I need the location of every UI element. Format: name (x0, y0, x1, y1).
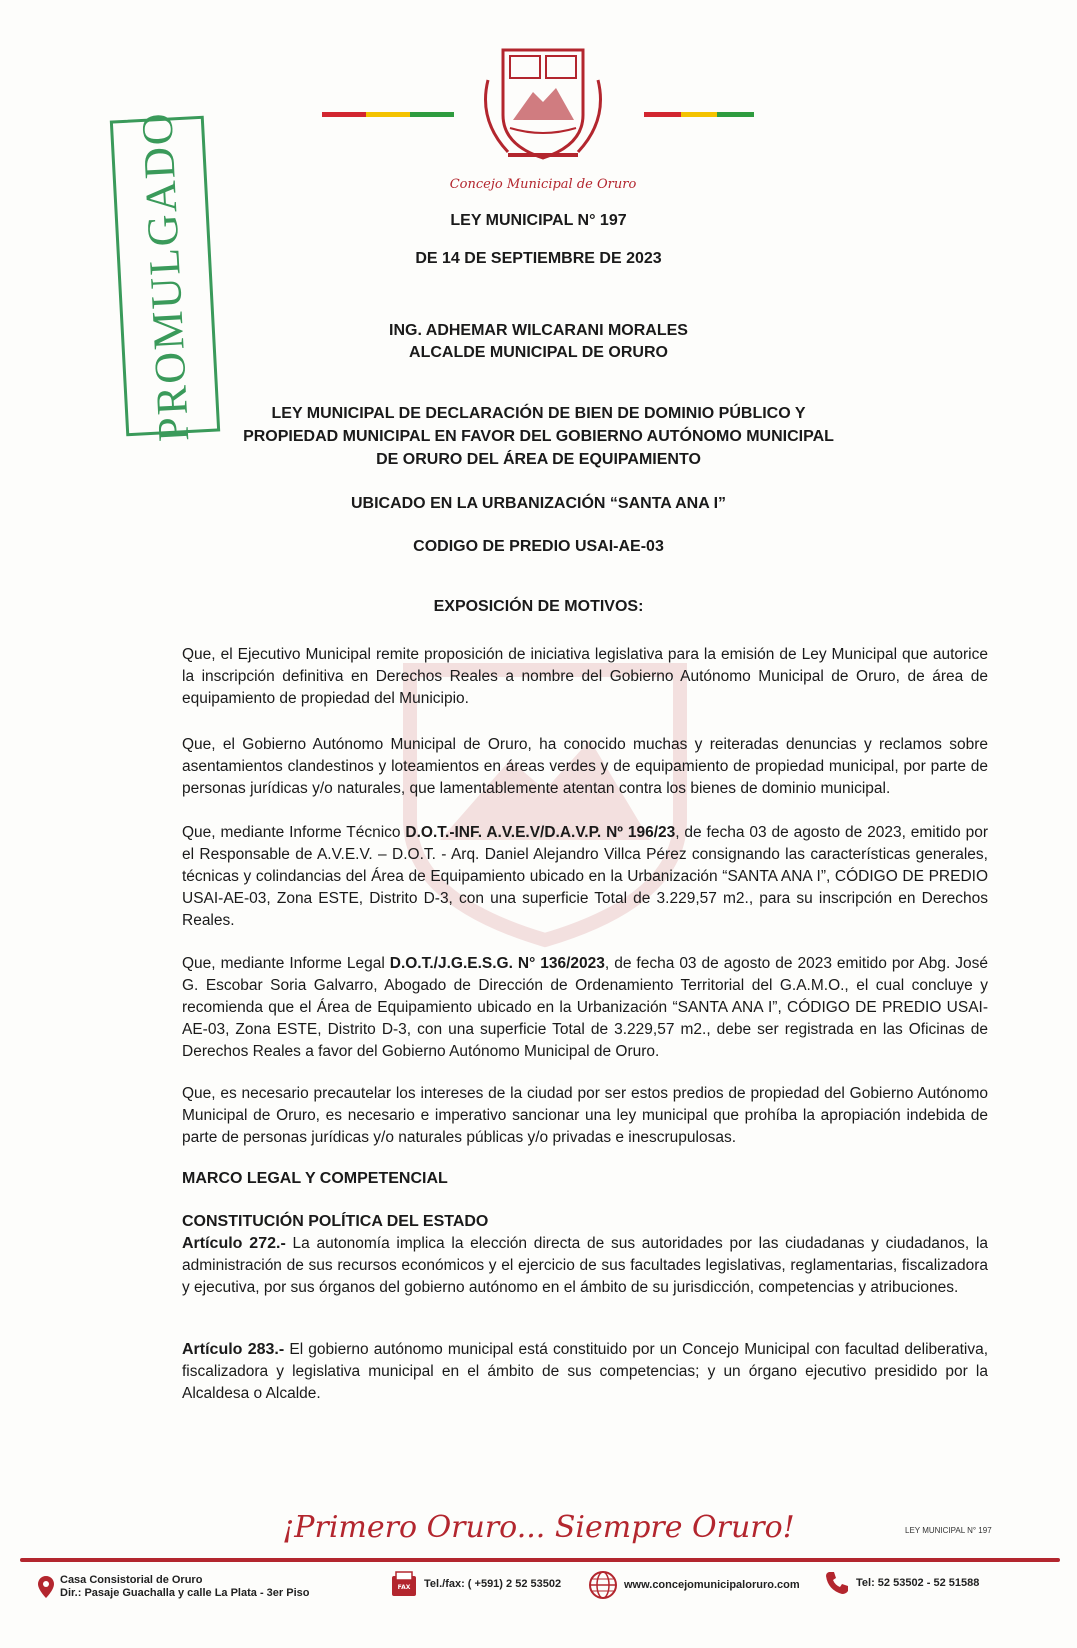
paragraph-5 (182, 1083, 988, 1149)
signer-name: ING. ADHEMAR WILCARANI MORALES (389, 322, 688, 339)
footer-divider (20, 1558, 1060, 1562)
footer-contact (30, 1566, 1060, 1616)
stamp-text: PROMULGADO (131, 109, 199, 443)
paragraph-4-rest: , de fecha 03 de agosto de 2023 emitido por Abg. José G. Escobar Soria Galvarro, Abogado de Dirección de Ordenamiento Territorial del G.A.M.O., el cual concluye y recomienda que el Área de Equipamiento ubicado en la Urbanización “SANTA ANA I”, CÓDIGO DE PREDIO USAI-AE-03, Zona ESTE, Distrito D-3, con una superficie Total de 3.229,57 m2., debe ser registrada en las Oficinas de Derechos Reales a favor del Gobierno Autónomo Municipal de Oruro. (182, 955, 988, 1060)
law-title-line-1: LEY MUNICIPAL DE DECLARACIÓN DE BIEN DE DOMINIO PÚBLICO Y (271, 405, 806, 422)
article-272-label: Artículo 272.- (182, 1235, 286, 1252)
phone-icon (824, 1570, 850, 1596)
article-283 (182, 1339, 988, 1405)
fax-icon (390, 1570, 418, 1598)
paragraph-5-text: Que, es necesario precautelar los intereses de la ciudad por ser estos predios de propiedad del Gobierno Autónomo Municipal de Oruro, es necesario e imperativo sancionar una ley municipal que prohíba la apropiación indebida de parte de personas jurídicas y/o naturales públicas y/o privadas e inescrupulosas. (182, 1085, 988, 1146)
telfax-text: Tel./fax: ( +591) 2 52 53502 (424, 1578, 562, 1590)
law-date: DE 14 DE SEPTIEMBRE DE 2023 (415, 250, 662, 267)
informe-legal-ref: D.O.T./J.G.E.S.G. N° 136/2023 (389, 955, 605, 972)
paragraph-4 (182, 953, 988, 1063)
location-pin-icon (38, 1576, 54, 1598)
marco-legal-heading: MARCO LEGAL Y COMPETENCIAL (182, 1170, 448, 1187)
cpe-heading: CONSTITUCIÓN POLÍTICA DEL ESTADO (182, 1213, 489, 1230)
svg-text:FAX: FAX (397, 1584, 411, 1591)
paragraph-4-intro: Que, mediante Informe Legal (182, 955, 390, 972)
flag-bar-right (644, 112, 754, 117)
footer-address (38, 1574, 309, 1600)
footer-telfax (390, 1570, 561, 1598)
predio-code: CODIGO DE PREDIO USAI-AE-03 (413, 538, 664, 555)
globe-icon (588, 1570, 618, 1600)
exposicion-heading: EXPOSICIÓN DE MOTIVOS: (433, 598, 644, 615)
informe-tecnico-ref: D.O.T.-INF. A.V.E.V/D.A.V.P. Nº 196/23 (405, 824, 676, 841)
paragraph-2 (182, 734, 988, 800)
phones-text: Tel: 52 53502 - 52 51588 (856, 1577, 980, 1589)
footer-phones (824, 1570, 979, 1596)
paragraph-1-text: Que, el Ejecutivo Municipal remite proposición de iniciativa legislativa para la emisión de Ley Municipal que autorice la inscripción definitiva en Derechos Reales a nombre del Gobierno Autónomo Municipal de Oruro, de área de equipamiento de propiedad del Municipio. (182, 646, 988, 707)
law-title (0, 402, 1077, 471)
location-line: UBICADO EN LA URBANIZACIÓN “SANTA ANA I” (350, 495, 727, 512)
address-line-2: Dir.: Pasaje Guachalla y calle La Plata - 3er Piso (60, 1587, 310, 1599)
signer-title: ALCALDE MUNICIPAL DE ORURO (409, 344, 668, 361)
paragraph-2-text: Que, el Gobierno Autónomo Municipal de Oruro, ha conocido muchas y reiteradas denuncias y reclamos sobre asentamientos clandestinos y loteamientos en áreas verdes y de equipamiento de propiedad municipal, por parte de personas jurídicas y/o naturales, que lamentablemente atentan contra los bienes de dominio municipal. (182, 736, 988, 797)
law-title-line-3: DE ORURO DEL ÁREA DE EQUIPAMIENTO (376, 451, 701, 468)
law-number: LEY MUNICIPAL N° 197 (450, 212, 627, 229)
footer-slogan: ¡Primero Oruro... Siempre Oruro! (282, 1510, 795, 1545)
crest-caption: Concejo Municipal de Oruro (449, 177, 637, 192)
law-title-line-2: PROPIEDAD MUNICIPAL EN FAVOR DEL GOBIERNO AUTÓNOMO MUNICIPAL (243, 428, 834, 445)
article-283-text: El gobierno autónomo municipal está constituido por un Concejo Municipal con facultad deliberativa, fiscalizadora y legislativa municipal en el ámbito de sus competencias; y un órgano ejecutivo presidido por la Alcaldesa o Alcalde. (182, 1341, 989, 1402)
paragraph-3-rest: , de fecha 03 de agosto de 2023, emitido por el Responsable de A.V.E.V. – D.O.T. - Arq. Daniel Alejandro Villca Pérez consignando las características generales, técnicas y colindancias del Área de Equipamiento ubicado en la Urbanización “SANTA ANA I”, CÓDIGO DE PREDIO USAI-AE-03, Zona ESTE, Distrito D-3, con una superficie Total de 3.229,57 m2., para su inscripción en Derechos Reales. (182, 824, 989, 929)
article-272 (182, 1233, 988, 1299)
address-line-1: Casa Consistorial de Oruro (60, 1574, 203, 1586)
footer-page-ref: LEY MUNICIPAL N° 197 (905, 1526, 992, 1535)
promulgado-stamp (110, 109, 220, 443)
article-283-label: Artículo 283.- (182, 1341, 285, 1358)
paragraph-3 (182, 822, 988, 932)
paragraph-3-intro: Que, mediante Informe Técnico (182, 824, 406, 841)
municipal-crest-logo (448, 40, 638, 200)
flag-bar-left (322, 112, 454, 117)
footer-website (588, 1570, 800, 1600)
article-272-text: La autonomía implica la elección directa de sus autoridades por las ciudadanas y ciudadanos, la administración de sus recursos económicos y el ejercicio de sus facultades legislativas, reglamentarias, fiscalizadora y ejecutiva, por sus órganos del gobierno autónomo en el ámbito de su jurisdicción, competencias y atribuciones. (182, 1235, 989, 1296)
paragraph-1 (182, 644, 988, 710)
website-link[interactable]: www.concejomunicipaloruro.com (624, 1579, 800, 1591)
